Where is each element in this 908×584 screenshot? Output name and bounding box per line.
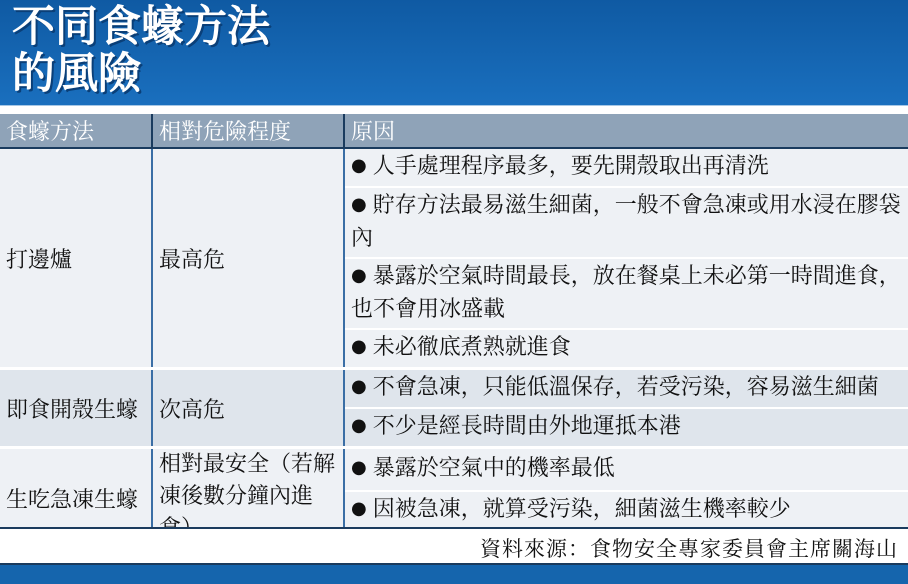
reason-cell — [344, 148, 908, 187]
method-cell: 打邊爐 — [0, 148, 152, 369]
level-cell: 最高危 — [152, 148, 344, 369]
level-cell: 相對最安全（若解凍後數分鐘內進 — [152, 448, 344, 549]
reason-text: 不少是經長時間由外地運抵本港 — [372, 414, 681, 439]
header-method: 食蠔方法 — [0, 114, 152, 148]
bullet-icon: ● — [351, 456, 367, 478]
reason-cell — [344, 329, 908, 369]
header-level: 相對危險程度 — [152, 114, 344, 148]
title-line-1: 不同食蠔方法 — [12, 2, 270, 52]
bullet-icon: ● — [351, 336, 367, 357]
page-title — [12, 4, 270, 98]
reason-text: 人手處理程序最多，要先開殼取出再清洗 — [372, 154, 769, 179]
title-line-2: 的風險 — [12, 49, 141, 99]
bullet-icon: ● — [351, 194, 367, 215]
reason-text: 未必徹底煮熟就進食 — [372, 335, 571, 360]
table-row — [0, 148, 908, 187]
reason-cell — [344, 258, 908, 329]
reason-text: 因被急凍，就算受污染，細菌滋生機率較少 — [372, 496, 791, 522]
table-header-row — [0, 114, 908, 148]
method-cell: 即食開殼生蠔 — [0, 369, 152, 448]
reason-cell — [344, 369, 908, 409]
bullet-icon: ● — [351, 265, 367, 286]
reason-text: 貯存方法最易滋生細菌，一般不會急凍或用水浸在膠袋內 — [351, 193, 901, 251]
table-row — [0, 448, 908, 491]
method-cell: 生吃急凍生蠔 — [0, 448, 152, 549]
bullet-icon: ● — [351, 415, 367, 436]
source-note — [0, 527, 908, 565]
reason-cell — [344, 408, 908, 448]
table-row — [0, 369, 908, 409]
reason-cell — [344, 448, 908, 491]
risk-table — [0, 114, 908, 550]
bullet-icon: ● — [351, 497, 367, 519]
bullet-icon: ● — [351, 155, 367, 176]
source-text: 資料來源：食物安全專家委員會主席關海山 — [480, 537, 898, 561]
bottom-strip — [0, 565, 908, 584]
header-reason: 原因 — [344, 114, 908, 148]
bullet-icon: ● — [351, 376, 367, 397]
reason-text: 不會急凍，只能低溫保存，若受污染，容易滋生細菌 — [372, 375, 879, 400]
level-cell: 次高危 — [152, 369, 344, 448]
reason-text: 暴露於空氣時間最長，放在餐桌上未必第一時間進食，也不會用冰盛載 — [351, 264, 901, 322]
reason-text: 暴露於空氣中的機率最低 — [372, 455, 615, 481]
reason-cell — [344, 187, 908, 258]
